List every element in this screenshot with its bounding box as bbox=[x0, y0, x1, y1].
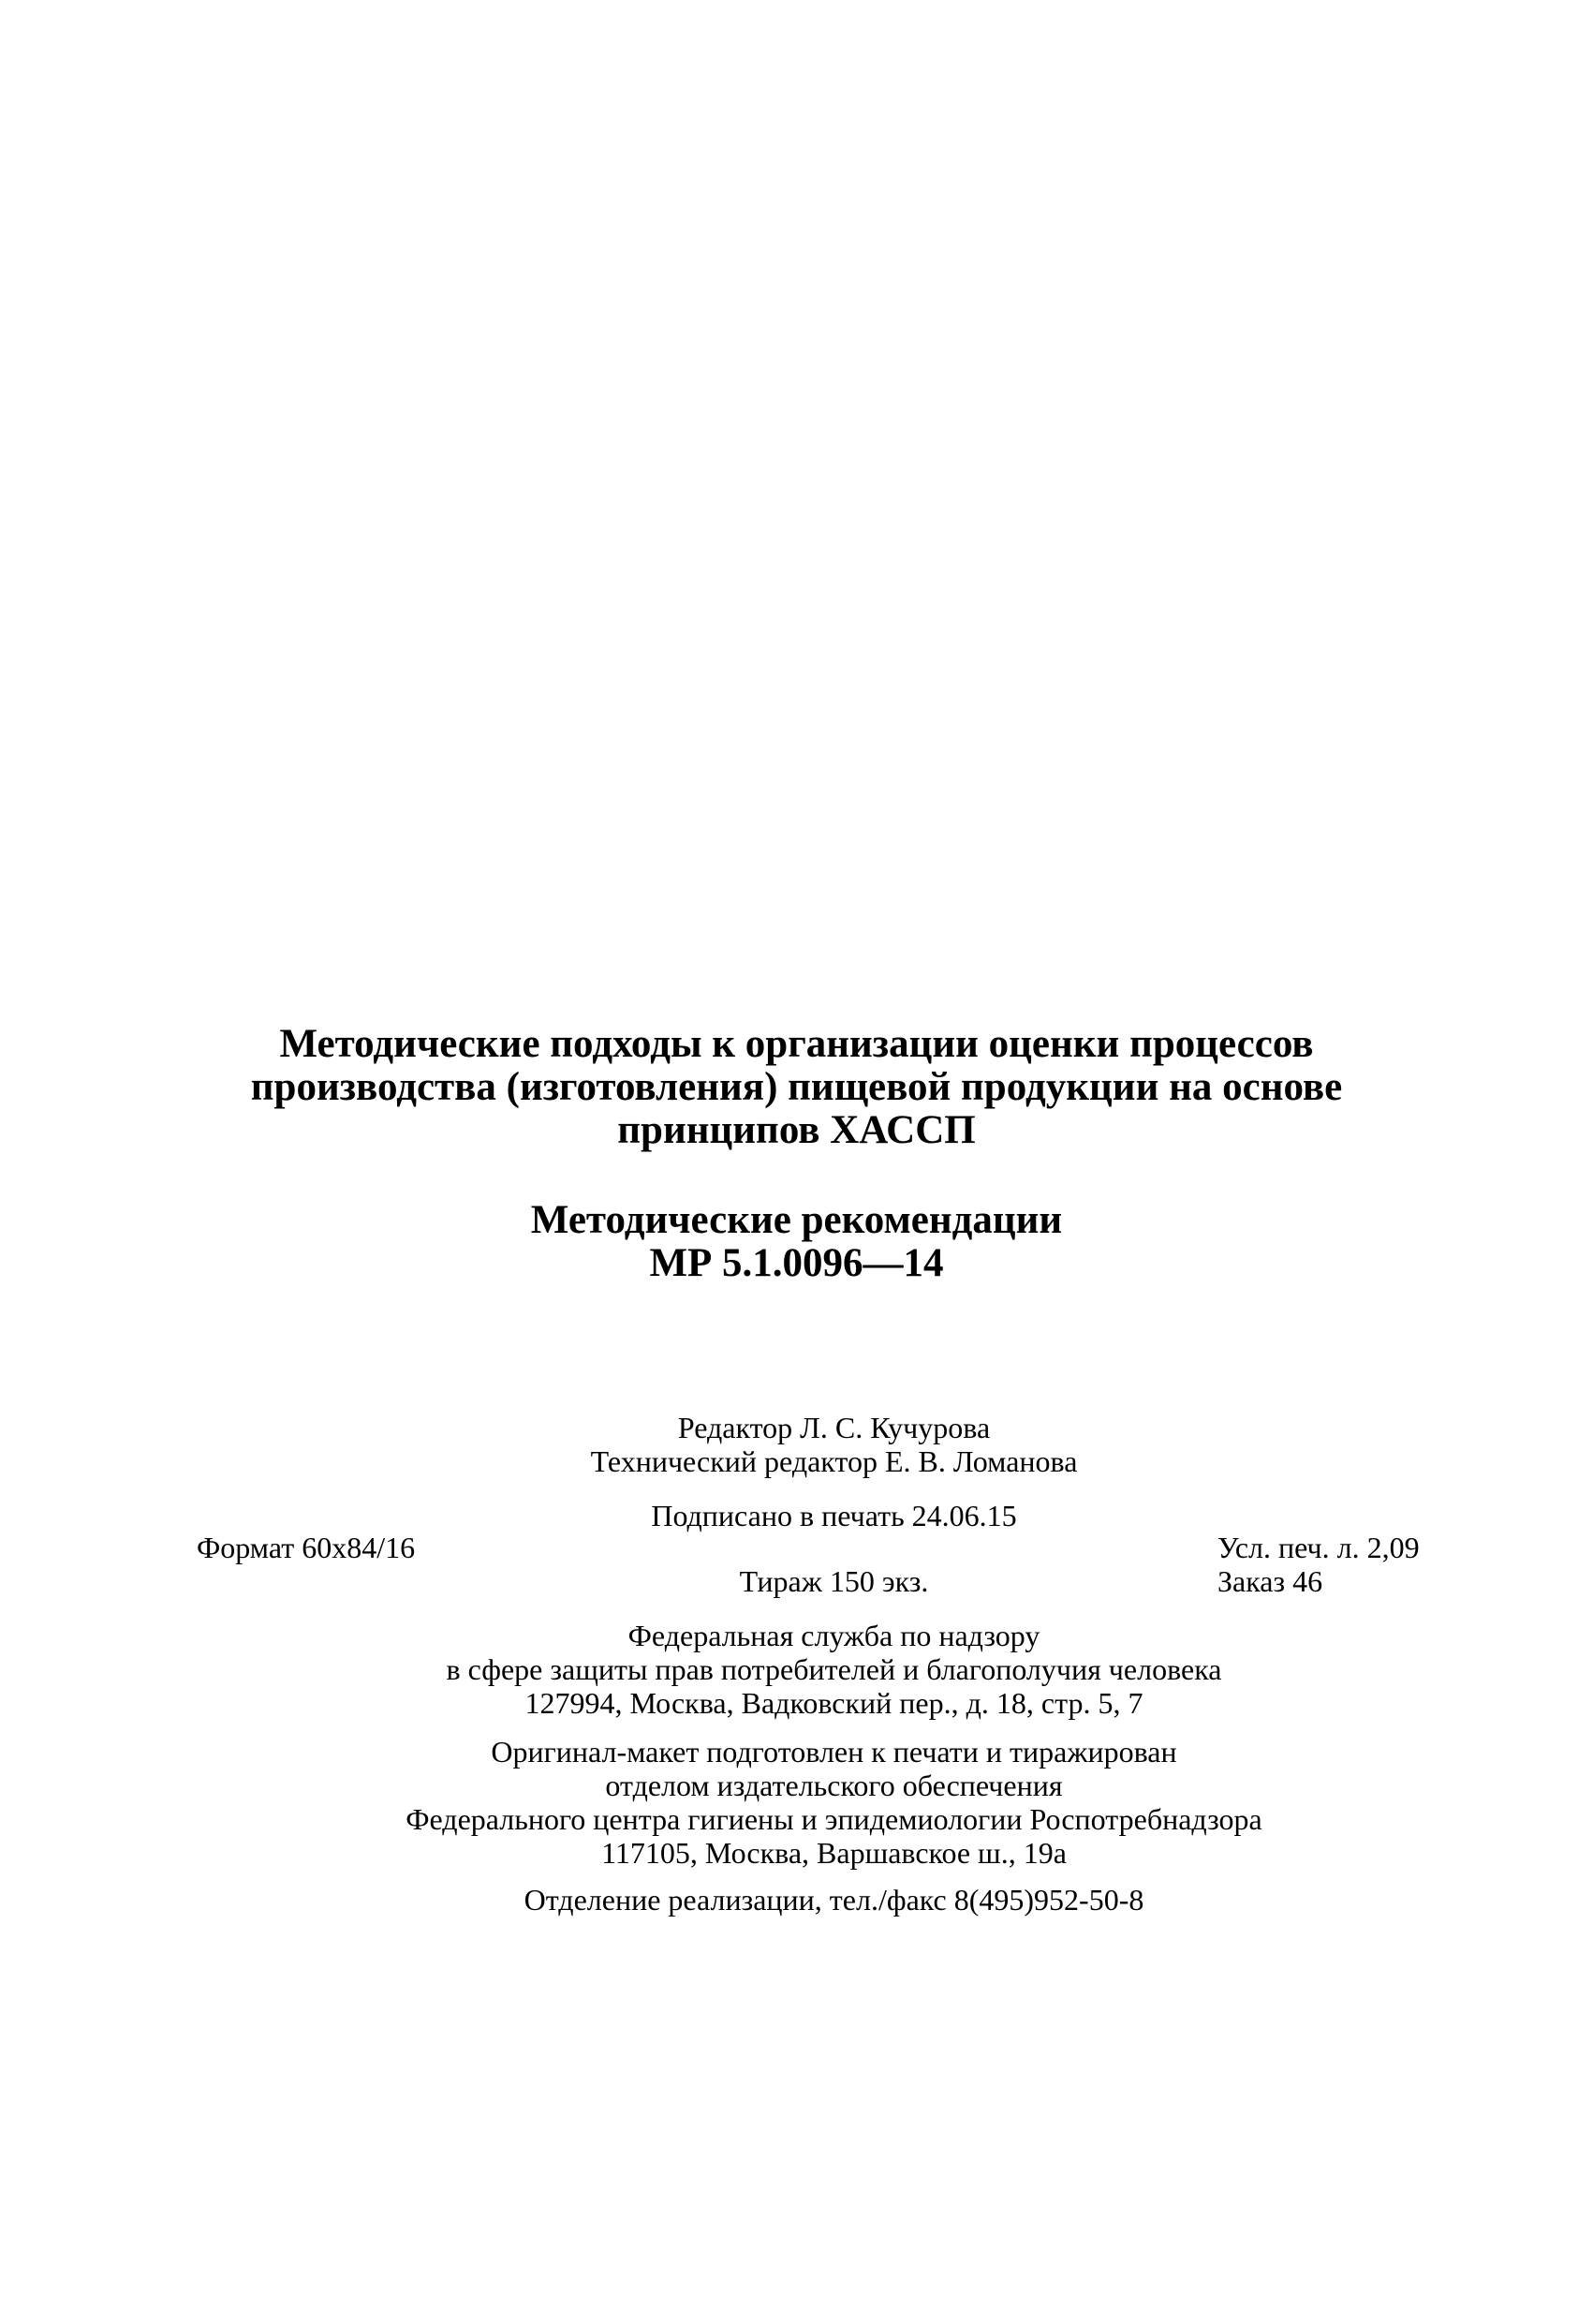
title-line-1: Методические подходы к организации оценки процессов bbox=[279, 1022, 1314, 1066]
subtitle-type: Методические рекомендации bbox=[530, 1198, 1063, 1242]
format-info: Формат 60х84/16 bbox=[197, 1531, 416, 1564]
order-info: Заказ 46 bbox=[1217, 1564, 1323, 1598]
signed-to-print: Подписано в печать 24.06.15 bbox=[651, 1499, 1017, 1532]
publisher-block bbox=[37, 1619, 1593, 1720]
document-title bbox=[0, 1023, 1593, 1152]
sales-department: Отделение реализации, тел./факс 8(495)952-50-8 bbox=[524, 1883, 1144, 1917]
circulation-info: Тираж 150 экз. bbox=[739, 1564, 929, 1598]
credits bbox=[37, 1411, 1593, 1478]
prepared-line-3: Федерального центра гигиены и эпидемиологии Роспотребнадзора bbox=[406, 1802, 1262, 1836]
prepared-by-block bbox=[37, 1735, 1593, 1870]
editor-credit: Редактор Л. С. Кучурова bbox=[677, 1411, 991, 1444]
prepared-line-2: отделом издательского обеспечения bbox=[605, 1769, 1063, 1802]
prepared-line-1: Оригинал-макет подготовлен к печати и тиражирован bbox=[491, 1735, 1177, 1769]
document-subtitle bbox=[0, 1199, 1593, 1285]
title-line-3: принципов ХАССП bbox=[617, 1108, 976, 1152]
title-line-2: производства (изготовления) пищевой продукции на основе bbox=[250, 1065, 1343, 1109]
subtitle-code: МР 5.1.0096—14 bbox=[649, 1241, 944, 1285]
publisher-address: 127994, Москва, Вадковский пер., д. 18, стр. 5, 7 bbox=[524, 1686, 1143, 1720]
publisher-line-1: Федеральная служба по надзору bbox=[627, 1619, 1040, 1652]
tech-editor-credit: Технический редактор Е. В. Ломанова bbox=[590, 1444, 1078, 1478]
print-sheets-info: Усл. печ. л. 2,09 bbox=[1217, 1531, 1420, 1564]
publisher-line-2: в сфере защиты прав потребителей и благополучия человека bbox=[446, 1652, 1222, 1686]
prepared-address: 117105, Москва, Варшавское ш., 19а bbox=[601, 1836, 1067, 1870]
